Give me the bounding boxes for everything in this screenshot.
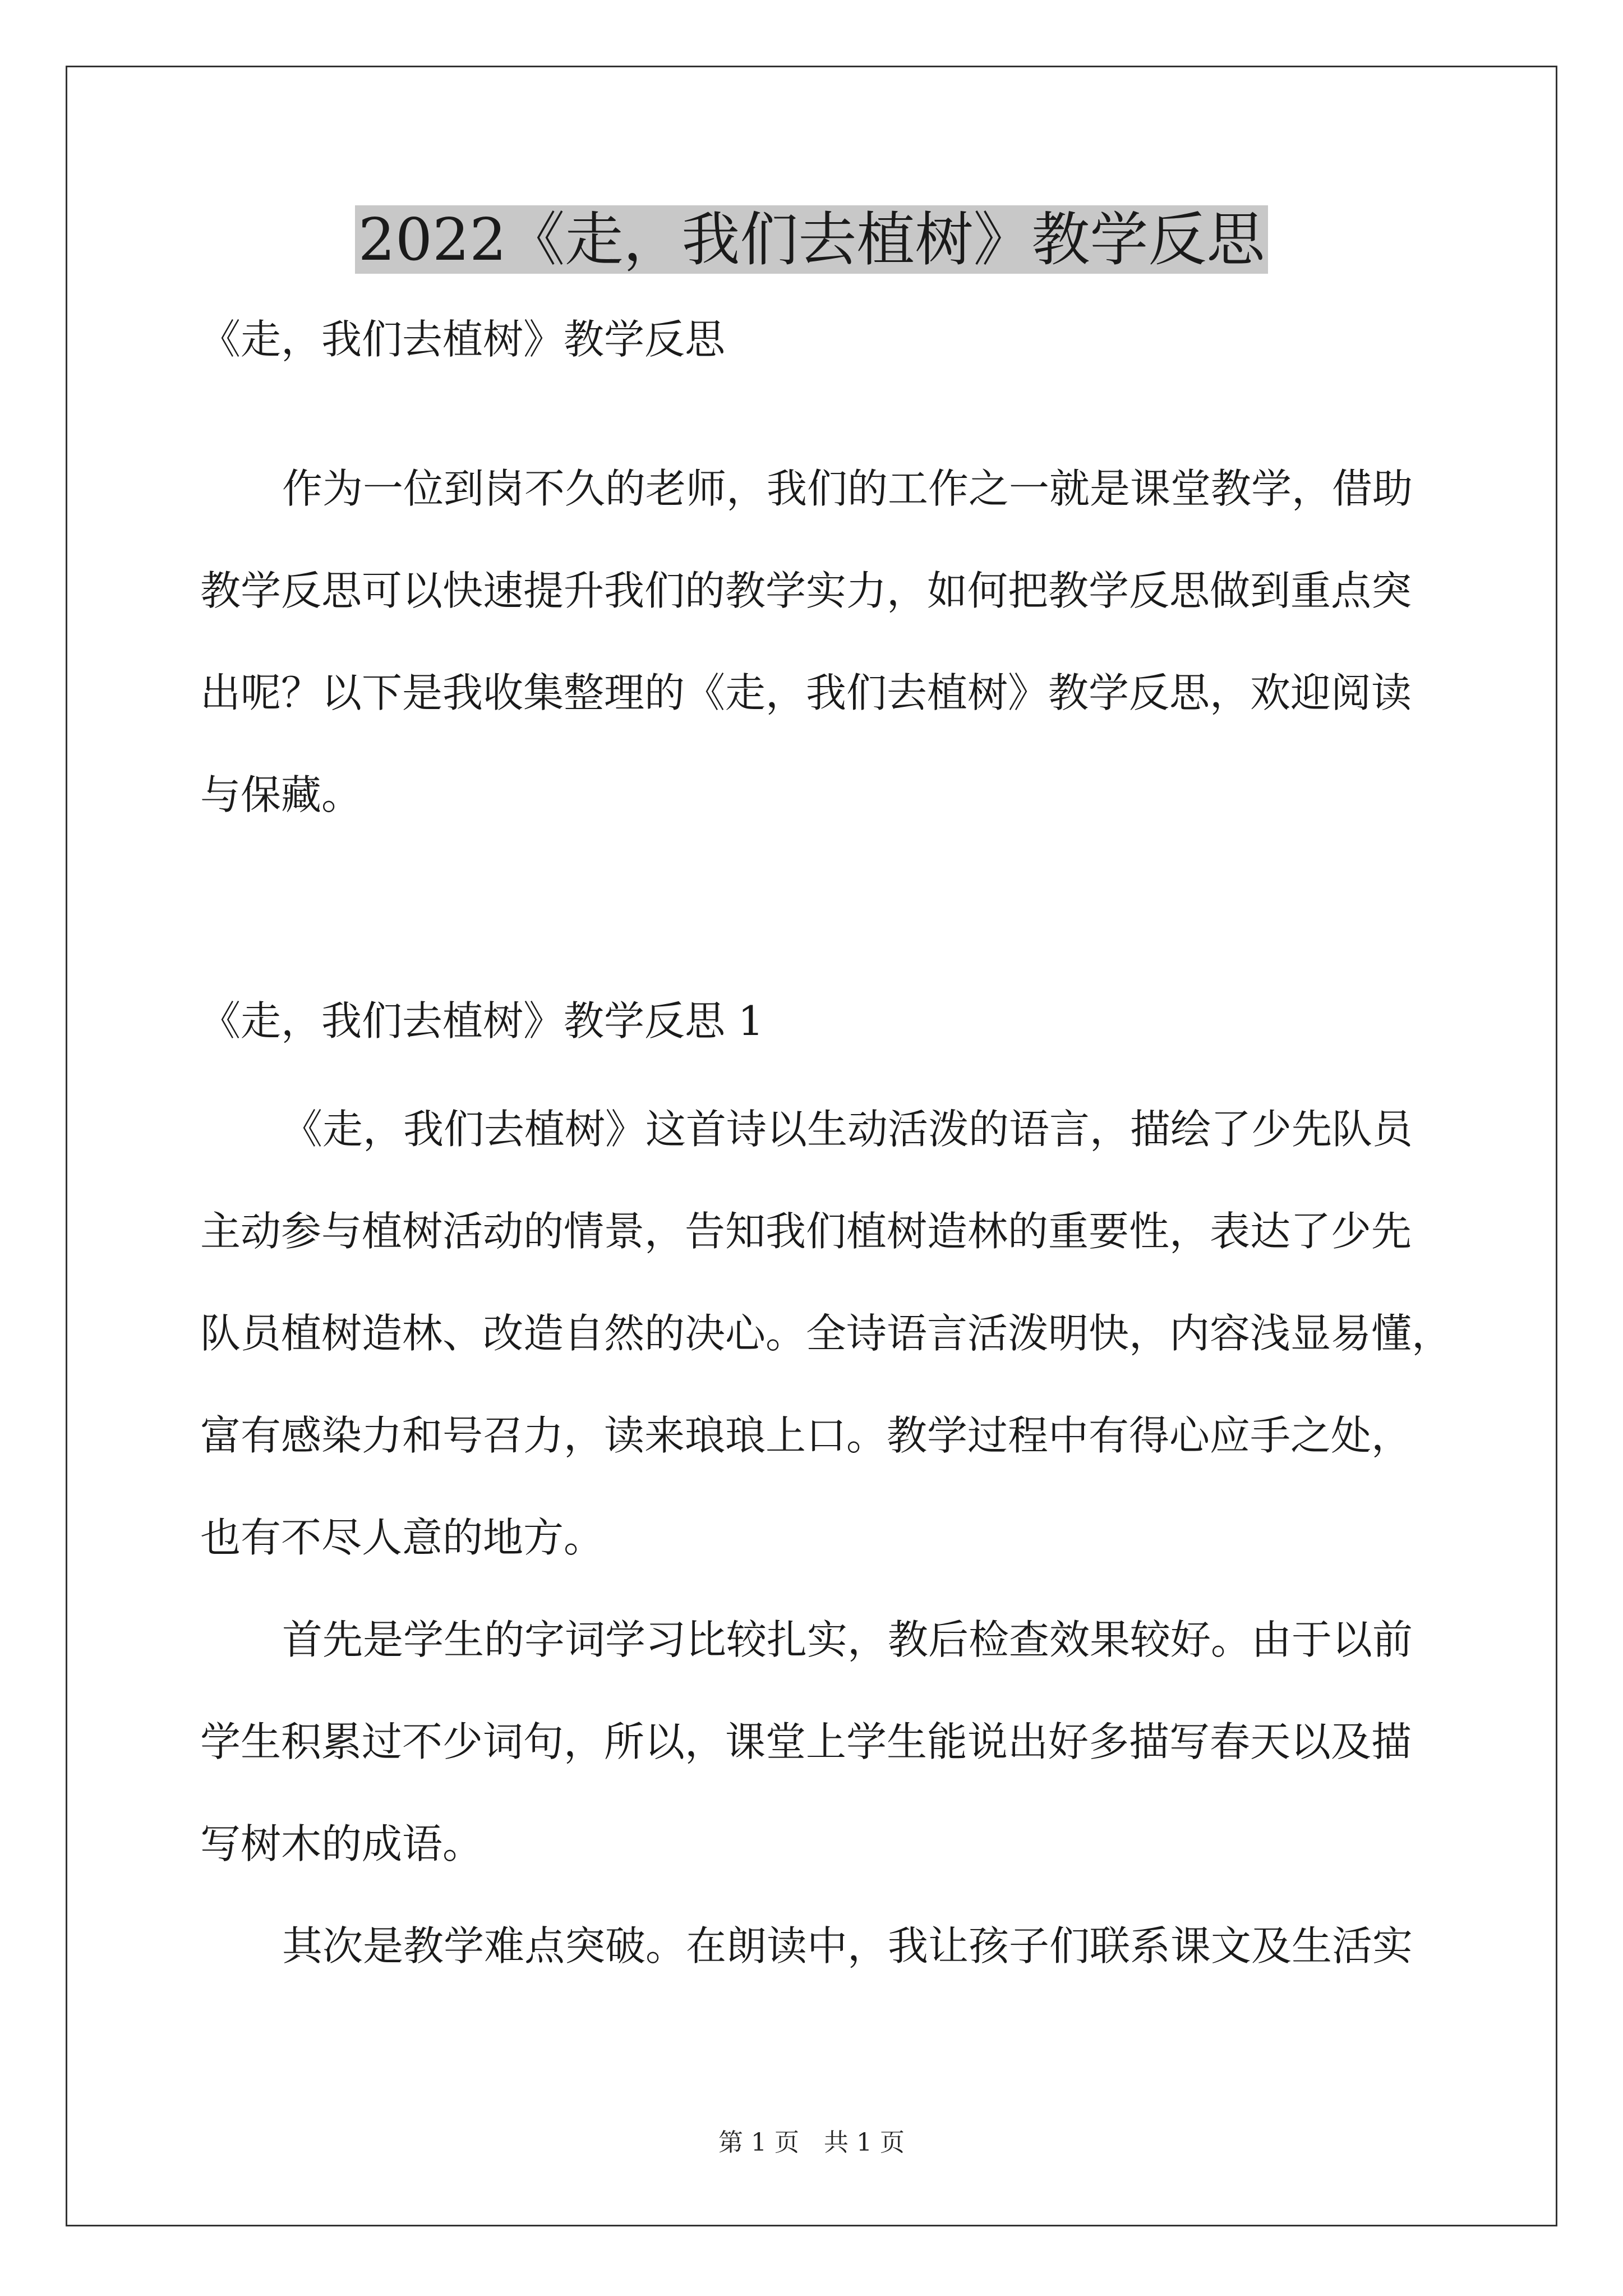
section-heading-1: 《走，我们去植树》教学反思 1: [200, 997, 764, 1045]
document-subtitle: 《走，我们去植树》教学反思: [200, 316, 726, 363]
paragraph-1: [200, 1078, 1456, 1589]
document-title: 2022《走，我们去植树》教学反思: [0, 203, 1623, 276]
page-footer: 第 1 页 共 1 页: [718, 2128, 905, 2157]
intro-line: 教学反思可以快速提升我们的教学实力，如何把教学反思做到重点突: [200, 567, 1412, 614]
paragraph-line: 富有感染力和号召力，读来琅琅上口。教学过程中有得心应手之处，: [200, 1412, 1412, 1459]
intro-line: 出呢？以下是我收集整理的《走，我们去植树》教学反思，欢迎阅读: [200, 669, 1412, 716]
paragraph-line: 首先是学生的字词学习比较扎实，教后检查效果较好。由于以前: [282, 1616, 1413, 1663]
paragraph-line: 学生积累过不少词句，所以，课堂上学生能说出好多描写春天以及描: [200, 1718, 1412, 1765]
paragraph-line: 《走，我们去植树》这首诗以生动活泼的语言，描绘了少先队员: [282, 1106, 1413, 1153]
paragraph-line: 写树木的成语。: [200, 1820, 483, 1867]
intro-paragraph: [200, 438, 1456, 846]
paragraph-line: 队员植树造林、改造自然的决心。全诗语言活泼明快，内容浅显易懂，: [200, 1310, 1453, 1357]
intro-line: 与保藏。: [200, 771, 362, 818]
paragraph-line: 主动参与植树活动的情景，告知我们植树造林的重要性，表达了少先: [200, 1208, 1412, 1255]
paragraph-line: 也有不尽人意的地方。: [200, 1514, 605, 1561]
paragraph-3: [200, 1895, 1456, 1997]
paragraph-2: [200, 1589, 1456, 1895]
intro-line: 作为一位到岗不久的老师，我们的工作之一就是课堂教学，借助: [282, 465, 1413, 512]
paragraph-line: 其次是教学难点突破。在朗读中，我让孩子们联系课文及生活实: [282, 1922, 1413, 1970]
